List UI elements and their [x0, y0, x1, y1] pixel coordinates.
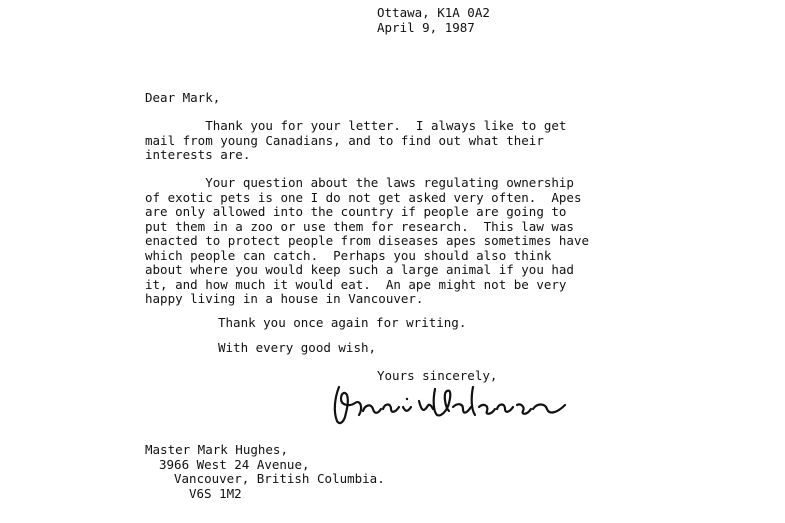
paragraph-line: put them in a zoo or use them for research. This law was: [145, 219, 574, 234]
signature-icon: [325, 381, 575, 431]
paragraph-4: With every good wish,: [218, 340, 377, 355]
recipient-line: Master Mark Hughes,: [145, 442, 288, 457]
paragraph-line: of exotic pets is one I do not get asked very often. Apes: [145, 190, 582, 205]
paragraph-line: enacted to protect people from diseases apes sometimes have: [145, 233, 590, 248]
paragraph-line: which people can catch. Perhaps you should also think: [145, 248, 552, 263]
letter-date: April 9, 1987: [377, 20, 475, 35]
paragraph-line: mail from young Canadians, and to find out what their: [145, 133, 544, 148]
paragraph-line: happy living in a house in Vancouver.: [145, 291, 424, 306]
paragraph-line: Thank you for your letter. I always like to get: [145, 118, 567, 133]
handwritten-signature: [325, 381, 575, 431]
letter-location: Ottawa, K1A 0A2: [377, 5, 490, 20]
paragraph-3: Thank you once again for writing.: [218, 315, 467, 330]
paragraph-line: interests are.: [145, 147, 251, 162]
recipient-line: 3966 West 24 Avenue,: [159, 457, 310, 472]
paragraph-line: Your question about the laws regulating ownership: [145, 175, 574, 190]
recipient-line: Vancouver, British Columbia.: [174, 471, 385, 486]
closing: Yours sincerely,: [377, 368, 498, 383]
paragraph-line: about where you would keep such a large animal if you had: [145, 262, 574, 277]
paragraph-line: it, and how much it would eat. An ape might not be very: [145, 277, 567, 292]
salutation: Dear Mark,: [145, 90, 221, 105]
recipient-line: V6S 1M2: [189, 486, 242, 501]
paragraph-line: are only allowed into the country if people are going to: [145, 204, 567, 219]
